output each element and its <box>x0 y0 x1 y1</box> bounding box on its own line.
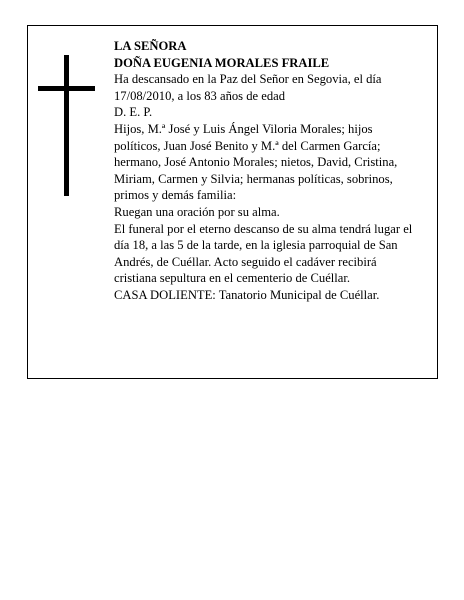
cross-vertical-bar <box>64 55 69 196</box>
mourning-house: CASA DOLIENTE: Tanatorio Municipal de Cuéllar. <box>114 287 380 302</box>
cross-icon <box>38 55 95 196</box>
family-list: Hijos, M.ª José y Luis Ángel Viloria Morales; hijos políticos, Juan José Benito y M.ª del Carmen García; hermano, José Antonio Morales; nietos, David, Cristina, Miriam, Carmen y Silvia; hermanas políticas, sobrinos, primos y demás familia: <box>114 121 398 203</box>
notice-title: LA SEÑORA <box>114 39 187 53</box>
obituary-text <box>114 38 419 304</box>
funeral-details: El funeral por el eterno descanso de su alma tendrá lugar el día 18, a las 5 de la tarde, en la iglesia parroquial de San Andrés, de Cuéllar. Acto seguido el cadáver recibirá cristiana sepultura en el cementerio de Cuéllar. <box>114 221 413 286</box>
deceased-name: DOÑA EUGENIA MORALES FRAILE <box>114 55 330 70</box>
dep-line: D. E. P. <box>114 105 153 120</box>
death-info: Ha descansado en la Paz del Señor en Segovia, el día 17/08/2010, a los 83 años de edad <box>114 72 382 103</box>
cross-horizontal-bar <box>38 86 95 91</box>
prayer-request: Ruegan una oración por su alma. <box>114 204 280 219</box>
